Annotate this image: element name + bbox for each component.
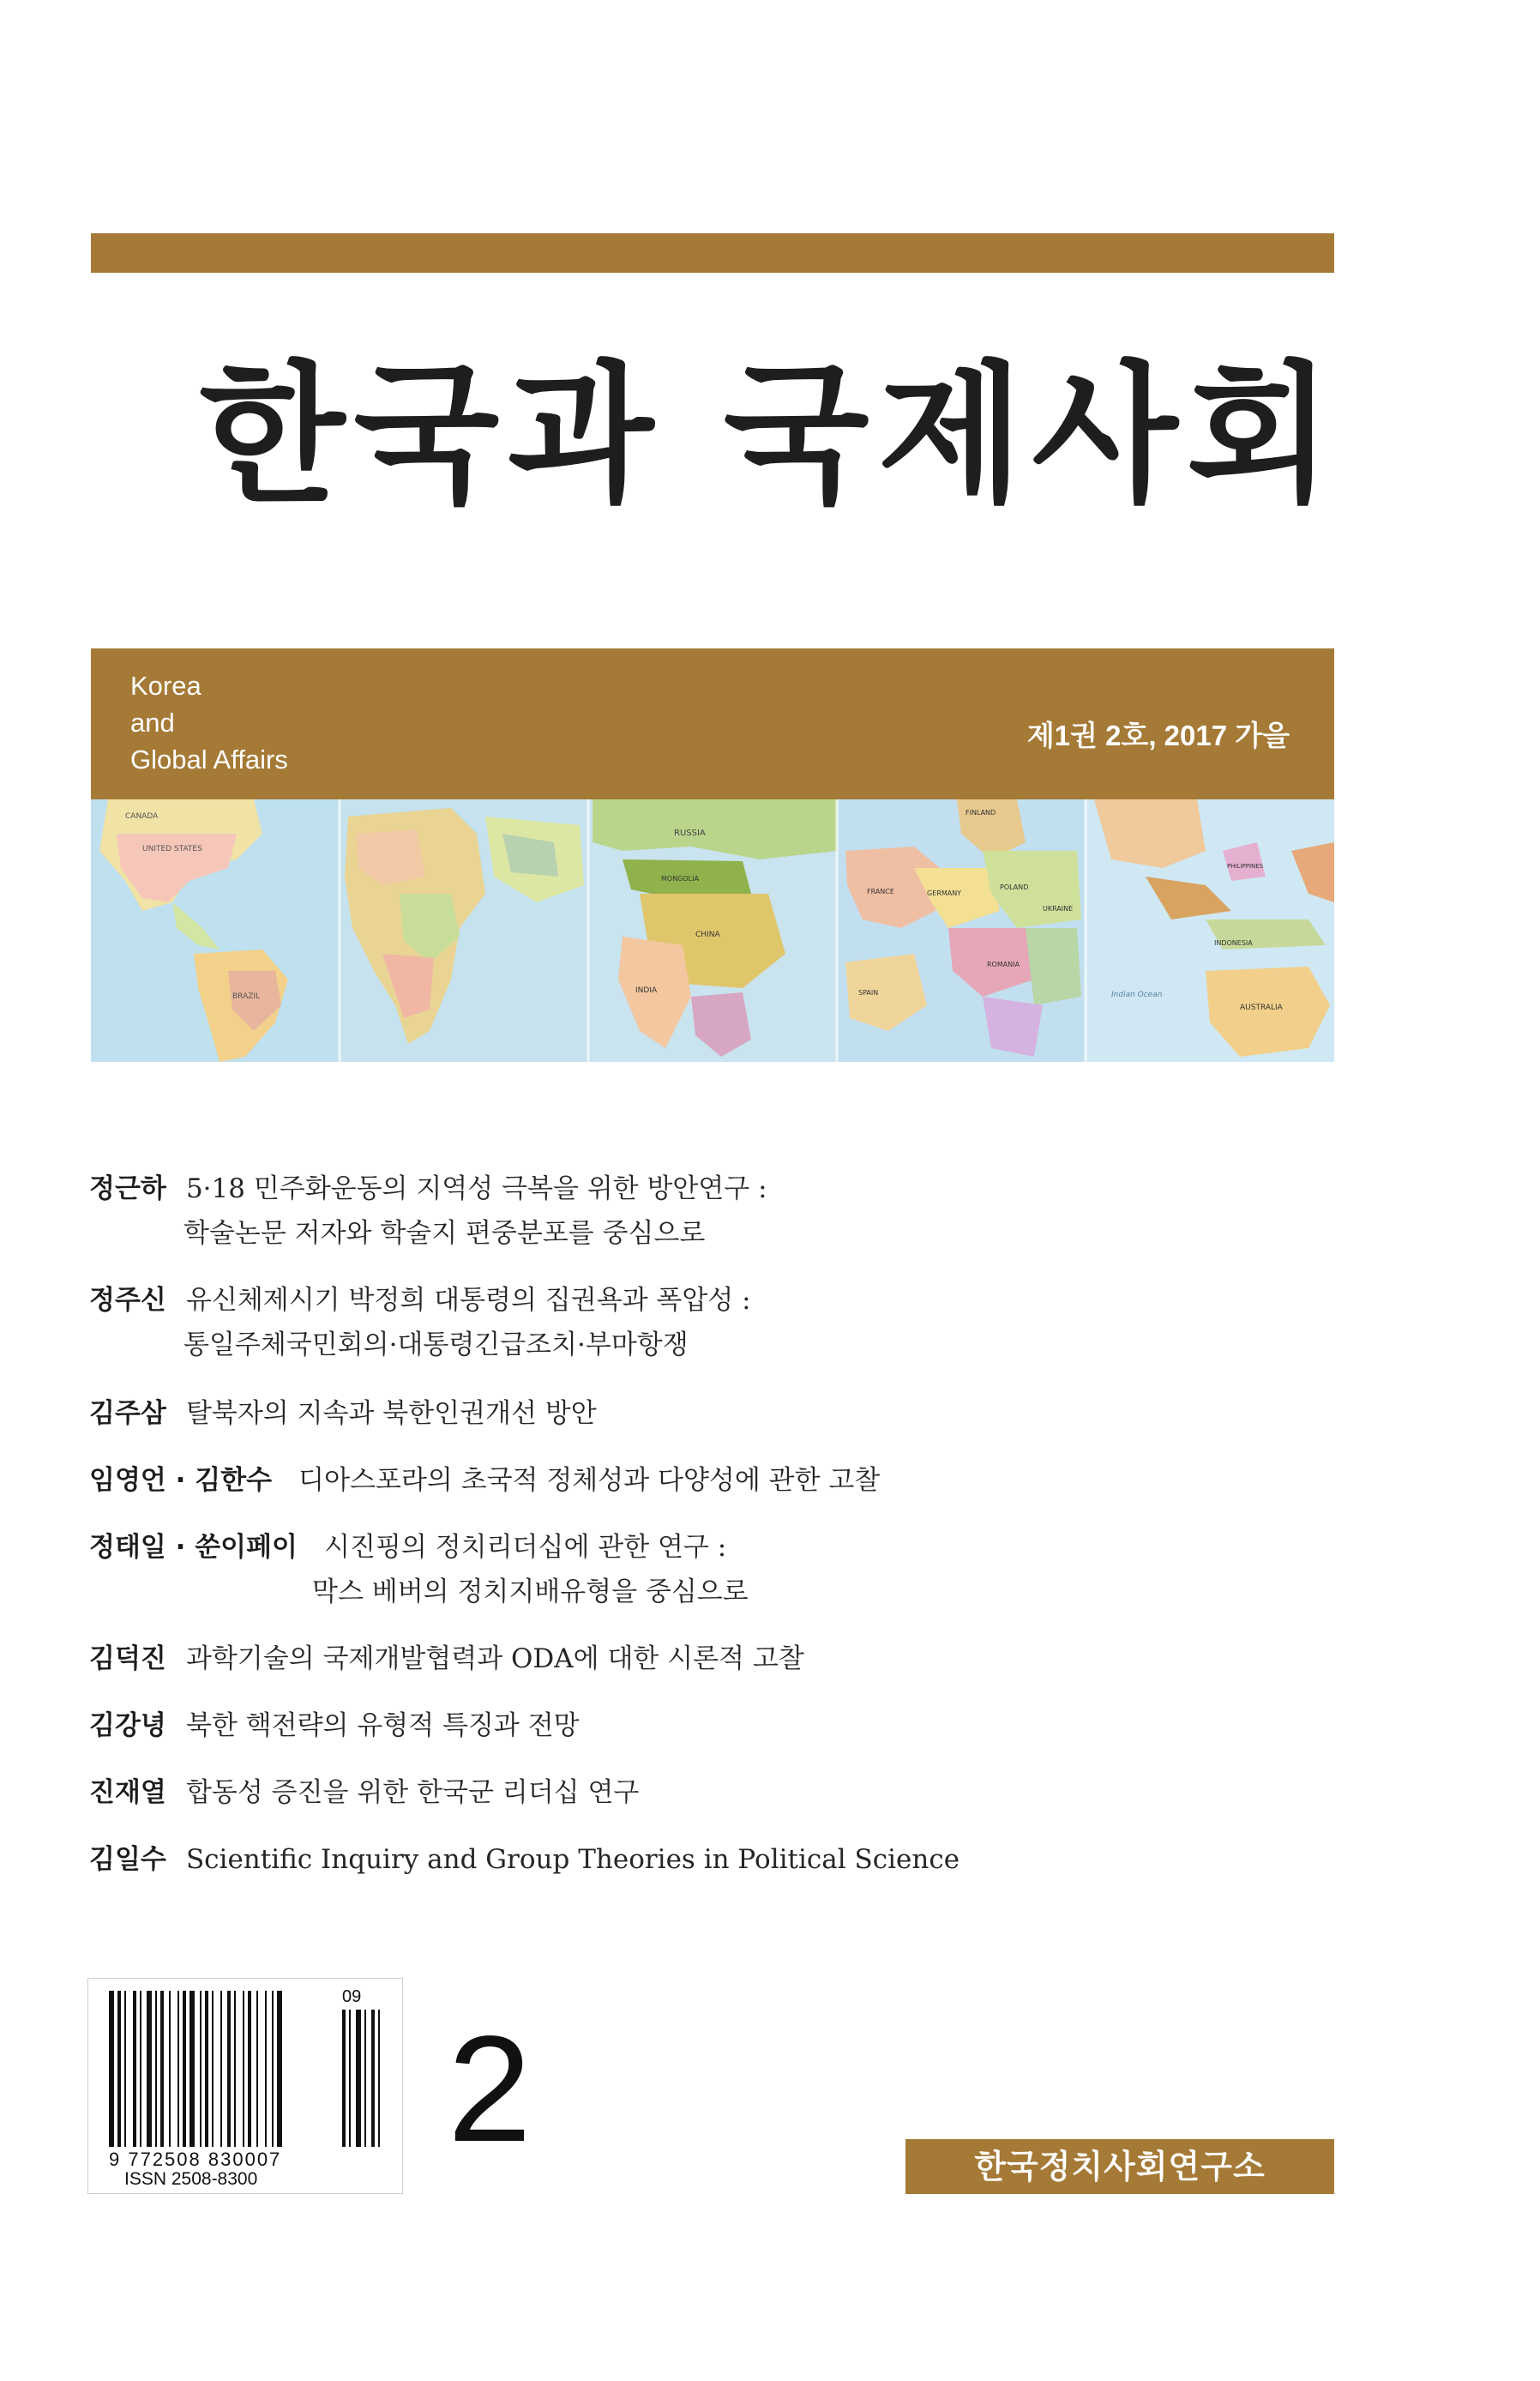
map-label-romania: ROMANIA <box>987 961 1020 968</box>
map-panel-europe <box>837 799 1086 1062</box>
toc-entry-7 <box>89 1703 580 1742</box>
map-label-philippines: PHILIPPINES <box>1227 863 1264 870</box>
map-label-poland: POLAND <box>1000 883 1029 891</box>
issn-number: ISSN 2508-8300 <box>124 2169 258 2189</box>
toc-author: 진재열 <box>89 1777 166 1808</box>
english-title <box>130 667 288 778</box>
toc-entry-9 <box>89 1837 959 1876</box>
map-label-france: FRANCE <box>867 888 894 895</box>
toc-title: 합동성 증진을 위한 한국군 리더십 연구 <box>185 1777 640 1808</box>
english-title-line-3: Global Affairs <box>130 744 288 775</box>
publisher-label: 한국정치사회연구소 <box>905 2139 1334 2194</box>
map-panel-asia <box>588 799 837 1062</box>
toc-title: 과학기술의 국제개발협력과 ODA에 대한 시론적 고찰 <box>185 1643 804 1674</box>
issue-number: 2 <box>448 2005 532 2173</box>
map-label-brazil: BRAZIL <box>232 992 261 1001</box>
toc-author: 정태일 · 쑨이페이 <box>89 1532 298 1563</box>
toc-entry-8 <box>89 1770 639 1809</box>
map-label-united-states: UNITED STATES <box>142 845 202 853</box>
toc-author: 김일수 <box>89 1844 166 1875</box>
map-label-china: CHINA <box>695 931 720 939</box>
map-label-mongolia: MONGOLIA <box>661 875 699 883</box>
title-band <box>91 648 1334 799</box>
toc-entry-5 <box>89 1525 749 1607</box>
journal-title: 한국과 국제사회 <box>199 347 1341 523</box>
toc-author: 정근하 <box>89 1173 166 1204</box>
map-label-indonesia: INDONESIA <box>1214 939 1253 947</box>
toc-subtitle: 학술논문 저자와 학술지 편중분포를 중심으로 <box>183 1218 706 1249</box>
toc-subtitle: 통일주체국민회의·대통령긴급조치·부마항쟁 <box>183 1329 689 1360</box>
toc-entry-3 <box>89 1391 597 1430</box>
toc-entry-6 <box>89 1637 804 1675</box>
map-panel-americas <box>91 799 340 1062</box>
toc-entry-1 <box>89 1166 767 1249</box>
map-panel-oceania <box>1086 799 1334 1062</box>
toc-author: 김덕진 <box>89 1643 166 1674</box>
toc-entry-4 <box>89 1458 880 1497</box>
map-label-india: INDIA <box>635 986 658 995</box>
map-label-finland: FINLAND <box>966 809 996 817</box>
toc-author: 정주신 <box>89 1285 166 1316</box>
toc-author: 김주삼 <box>89 1398 166 1429</box>
map-label-australia: AUSTRALIA <box>1240 1004 1283 1012</box>
toc-title: 탈북자의 지속과 북한인권개선 방안 <box>185 1398 597 1429</box>
issue-label: 제1권 2호, 2017 가을 <box>1026 720 1290 751</box>
barcode-addon-digits: 09 <box>342 1987 362 2006</box>
map-label-ukraine: UKRAINE <box>1043 905 1074 913</box>
map-panel-africa <box>340 799 588 1062</box>
map-label-spain: SPAIN <box>858 989 879 997</box>
toc-title: Scientific Inquiry and Group Theories in Political Science <box>185 1844 960 1875</box>
top-accent-bar <box>91 233 1334 273</box>
map-label-indian-ocean: Indian Ocean <box>1111 991 1163 999</box>
english-title-line-2: and <box>130 708 175 738</box>
map-label-russia: RUSSIA <box>674 829 706 838</box>
world-map-strip <box>91 799 1334 1062</box>
toc-title: 5·18 민주화운동의 지역성 극복을 위한 방안연구 : <box>185 1173 767 1204</box>
toc-entry-2 <box>89 1278 751 1360</box>
toc-title: 유신체제시기 박정희 대통령의 집권욕과 폭압성 : <box>185 1285 751 1316</box>
toc-title: 북한 핵전략의 유형적 특징과 전망 <box>185 1710 580 1741</box>
barcode <box>87 1978 403 2194</box>
toc-author: 임영언 · 김한수 <box>89 1465 273 1496</box>
map-label-canada: CANADA <box>125 812 159 821</box>
toc-title: 디아스포라의 초국적 정체성과 다양성에 관한 고찰 <box>298 1465 881 1496</box>
toc-subtitle: 막스 베버의 정치지배유형을 중심으로 <box>312 1576 749 1607</box>
barcode-digits: 9 772508 830007 <box>109 2149 282 2170</box>
toc-author: 김강녕 <box>89 1710 166 1741</box>
toc-title: 시진핑의 정치리더십에 관한 연구 : <box>324 1532 727 1563</box>
map-label-germany: GERMANY <box>927 889 962 897</box>
english-title-line-1: Korea <box>130 671 202 701</box>
